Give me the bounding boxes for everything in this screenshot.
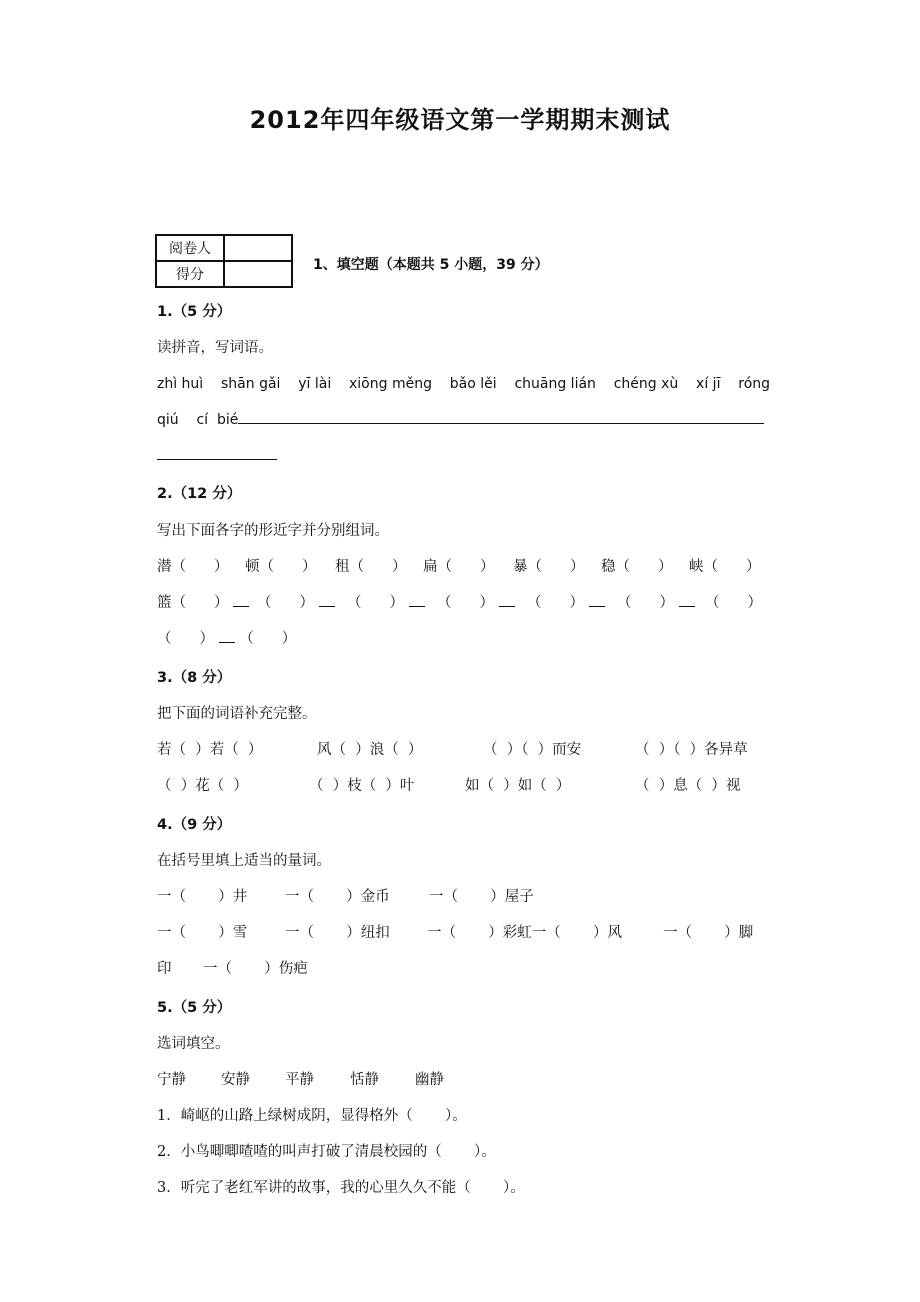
q5-option: 宁静 (157, 1072, 186, 1088)
q3-label: 3.（8 分） (157, 670, 232, 686)
q5-option: 平静 (285, 1072, 314, 1088)
q4-item: 一（ ）井 (157, 889, 248, 905)
q4-row1 (157, 887, 767, 909)
q2-label: 2.（12 分） (157, 486, 242, 502)
q2-char: 暴（ (513, 559, 542, 575)
q4-item: 印 (157, 961, 172, 977)
q4-item: 一（ ）雪 (157, 925, 248, 941)
score-field[interactable] (224, 261, 292, 287)
q3-item: 风（ ）浪（ ） (317, 742, 423, 758)
q2-row3: （ ） （ ） (157, 631, 297, 647)
q3-item: （ ）花（ ） (157, 778, 248, 794)
q2-char: 租（ (335, 559, 364, 575)
score-table (155, 234, 293, 288)
q4-item: 一（ ）屋子 (429, 889, 534, 905)
q2-char: 扁（ (423, 559, 452, 575)
q2-char: 峡（ (689, 559, 718, 575)
reviewer-label: 阅卷人 (156, 235, 224, 261)
q3-row1 (157, 740, 767, 762)
q3-item: （ ）枝（ ）叶 (309, 778, 415, 794)
q1-pinyin-row2 (157, 410, 765, 430)
q3-item: 如（ ）如（ ） (465, 778, 571, 794)
q5-option: 安静 (221, 1072, 250, 1088)
q4-row2 (157, 923, 767, 945)
q5-option: 幽静 (415, 1072, 444, 1088)
q5-label: 5.（5 分） (157, 1000, 232, 1016)
q1-pinyin-line2: qiú cí bié (157, 412, 239, 428)
q1-answer-line[interactable] (238, 411, 764, 424)
q3-row2 (157, 776, 767, 798)
q2-char: 稳（ (601, 559, 630, 575)
q2-char: 潜（ (157, 559, 186, 575)
q4-item: 一（ ）纽扣 (285, 925, 390, 941)
q5-instruction: 选词填空。 (157, 1036, 230, 1052)
q2-row2: 篮（ ） （ ） （ ） （ ） （ ） （ ） （ ） (157, 595, 762, 611)
q2-row1: 潜（ ） 顿（ ） 租（ ） 扁（ ） 暴（ ） 稳（ ） 峡（ ） (157, 559, 761, 575)
q2-instruction: 写出下面各字的形近字并分别组词。 (157, 523, 389, 539)
q3-item: 若（ ）若（ ） (157, 742, 263, 758)
section-heading: 1、填空题（本题共 5 小题，39 分） (313, 257, 549, 273)
q4-item: 一（ ）脚 (663, 925, 754, 941)
q5-option: 恬静 (350, 1072, 379, 1088)
q3-item: （ ）（ ）而安 (483, 742, 582, 758)
score-label: 得分 (156, 261, 224, 287)
q2-char: 顿（ (245, 559, 274, 575)
q1-answer-line-cont[interactable] (157, 446, 277, 466)
q4-instruction: 在括号里填上适当的量词。 (157, 853, 331, 869)
q1-pinyin-line1: zhì huì shān gǎi yī lài xiōng měng bǎo lěi chuāng lián chéng xù xí jī róng (157, 376, 771, 392)
q5-item: 3．听完了老红军讲的故事，我的心里久久不能（ ）。 (157, 1180, 525, 1196)
q3-item: （ ）（ ）各异草 (635, 742, 748, 758)
q4-label: 4.（9 分） (157, 817, 232, 833)
page-title: 2012年四年级语文第一学期期末测试 (249, 106, 671, 134)
q1-instruction: 读拼音，写词语。 (157, 340, 273, 356)
q5-item: 2．小鸟唧唧喳喳的叫声打破了清晨校园的（ ）。 (157, 1144, 496, 1160)
q4-item: 一（ ）金币 (285, 889, 390, 905)
reviewer-field[interactable] (224, 235, 292, 261)
q3-instruction: 把下面的词语补充完整。 (157, 706, 317, 722)
q4-item: 一（ ）彩虹一（ ）风 (427, 925, 623, 941)
q5-options (157, 1070, 557, 1092)
q4-row3 (157, 959, 457, 981)
q3-item: （ ）息（ ）视 (635, 778, 741, 794)
q1-label: 1.（5 分） (157, 304, 232, 320)
q5-item: 1．崎岖的山路上绿树成阴，显得格外（ ）。 (157, 1108, 467, 1124)
q4-item: 一（ ）伤疤 (203, 961, 308, 977)
